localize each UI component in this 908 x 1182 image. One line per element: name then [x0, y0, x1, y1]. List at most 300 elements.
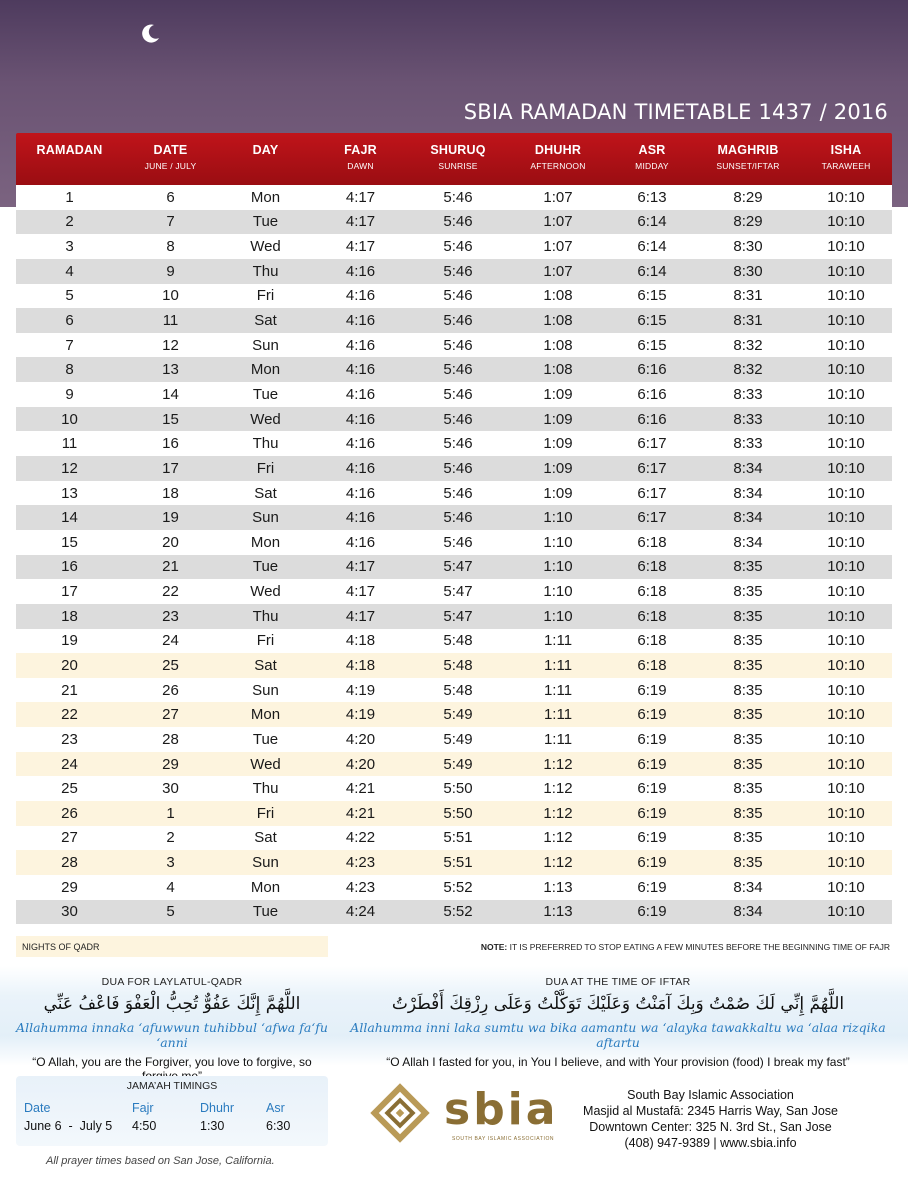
cell-shuruq: 5:49 [443, 730, 473, 748]
cell-date: 19 [162, 509, 179, 527]
cell-day: Mon [250, 533, 281, 551]
cell-date: 24 [162, 632, 179, 650]
cell-date: 16 [162, 435, 179, 453]
cell-ramadan-day: 13 [61, 484, 78, 502]
cell-isha: 10:10 [827, 385, 865, 403]
cell-dhuhr: 1:07 [543, 262, 573, 280]
cell-ramadan-day: 20 [61, 656, 78, 674]
cell-ramadan-day: 12 [61, 459, 78, 477]
cell-ramadan-day: 6 [65, 312, 74, 330]
address-block [583, 1087, 838, 1151]
cell-isha: 10:10 [827, 188, 865, 206]
cell-fajr: 4:16 [345, 459, 376, 477]
cell-date: 3 [166, 854, 175, 872]
cell-ramadan-day: 27 [61, 829, 78, 847]
cell-ramadan-day: 23 [61, 730, 78, 748]
cell-isha: 10:10 [827, 410, 865, 428]
column-header-maghrib: MAGHRIB SUNSET/IFTAR [716, 143, 780, 171]
cell-fajr: 4:18 [345, 632, 376, 650]
cell-ramadan-day: 2 [65, 213, 74, 231]
cell-asr: 6:19 [637, 903, 667, 921]
table-row [16, 801, 892, 826]
column-header-asr: ASR MIDDAY [635, 143, 669, 171]
table-row [16, 382, 892, 407]
cell-date: 30 [162, 780, 179, 798]
dua-iftar [340, 976, 896, 1069]
table-row [16, 604, 892, 629]
cell-ramadan-day: 8 [65, 361, 74, 379]
cell-dhuhr: 1:13 [543, 878, 573, 896]
cell-fajr: 4:16 [345, 410, 376, 428]
cell-isha: 10:10 [827, 755, 865, 773]
cell-ramadan-day: 30 [61, 903, 78, 921]
cell-isha: 10:10 [827, 632, 865, 650]
cell-fajr: 4:21 [345, 804, 376, 822]
cell-day: Sun [252, 854, 279, 872]
cell-day: Mon [250, 878, 281, 896]
cell-asr: 6:19 [637, 854, 667, 872]
cell-fajr: 4:22 [345, 829, 376, 847]
table-row [16, 284, 892, 309]
cell-maghrib: 8:35 [733, 804, 763, 822]
table-row [16, 308, 892, 333]
cell-maghrib: 8:35 [733, 632, 763, 650]
cell-shuruq: 5:51 [443, 854, 473, 872]
cell-ramadan-day: 15 [61, 533, 78, 551]
dua-english: “O Allah, you are the Forgiver, you love to forgive, so [32, 1055, 312, 1069]
cell-shuruq: 5:47 [443, 583, 473, 601]
cell-ramadan-day: 29 [61, 878, 78, 896]
table-row [16, 456, 892, 481]
cell-fajr: 4:16 [345, 336, 376, 354]
cell-date: 2 [166, 829, 175, 847]
cell-date: 18 [162, 484, 179, 502]
cell-maghrib: 8:35 [733, 607, 763, 625]
jamaah-label-asr: Asr [266, 1101, 285, 1115]
cell-maghrib: 8:35 [733, 829, 763, 847]
cell-date: 28 [162, 730, 179, 748]
cell-fajr: 4:24 [345, 903, 376, 921]
cell-asr: 6:18 [637, 607, 667, 625]
cell-date: 4 [166, 878, 175, 896]
cell-maghrib: 8:32 [733, 336, 763, 354]
cell-isha: 10:10 [827, 484, 865, 502]
cell-asr: 6:19 [637, 804, 667, 822]
cell-asr: 6:14 [637, 262, 667, 280]
cell-dhuhr: 1:09 [543, 484, 573, 502]
cell-asr: 6:14 [637, 238, 667, 256]
cell-maghrib: 8:34 [733, 484, 763, 502]
cell-shuruq: 5:47 [443, 558, 473, 576]
cell-isha: 10:10 [827, 730, 865, 748]
cell-dhuhr: 1:10 [543, 558, 573, 576]
cell-maghrib: 8:35 [733, 780, 763, 798]
cell-dhuhr: 1:07 [543, 238, 573, 256]
cell-isha: 10:10 [827, 903, 865, 921]
cell-fajr: 4:16 [345, 361, 376, 379]
dua-laylatul-qadr [16, 976, 328, 1083]
cell-shuruq: 5:52 [443, 878, 473, 896]
note-label: NOTE: [480, 942, 508, 952]
cell-isha: 10:10 [827, 829, 865, 847]
cell-dhuhr: 1:12 [543, 804, 573, 822]
cell-dhuhr: 1:13 [543, 903, 573, 921]
dua-english: “O Allah I fasted for you, in You I believe, and with Your provision (food) I break my fast” [386, 1055, 850, 1069]
cell-fajr: 4:16 [345, 262, 376, 280]
logo-wordmark: sbia [444, 1084, 559, 1135]
cell-asr: 6:13 [637, 188, 667, 206]
cell-day: Wed [250, 238, 281, 256]
column-header-shuruq: SHURUQ SUNRISE [430, 143, 486, 171]
cell-maghrib: 8:30 [733, 262, 763, 280]
cell-maghrib: 8:29 [733, 213, 763, 231]
dua-transliteration: Allahumma innaka ‘afuwwun tuhibbul ‘afwa fa‘fu ‘anni [16, 1020, 328, 1050]
crescent-moon-icon [140, 22, 162, 44]
dua-arabic: اللَّهُمَّ إِنِّي لَكَ صُمْتُ وَبِكَ آمَنْتُ وَعَلَيْكَ تَوَكَّلْتُ وَعَلَى رِزْقِكَ أَفْطَرْتُ [391, 994, 845, 1014]
jamaah-timings [16, 1076, 328, 1146]
cell-maghrib: 8:33 [733, 435, 763, 453]
cell-day: Fri [256, 632, 275, 650]
cell-ramadan-day: 19 [61, 632, 78, 650]
cell-fajr: 4:21 [345, 780, 376, 798]
cell-shuruq: 5:46 [443, 459, 473, 477]
cell-isha: 10:10 [827, 361, 865, 379]
cell-asr: 6:19 [637, 681, 667, 699]
cell-ramadan-day: 1 [65, 188, 74, 206]
cell-maghrib: 8:34 [733, 509, 763, 527]
cell-ramadan-day: 9 [65, 385, 74, 403]
cell-day: Sun [252, 509, 279, 527]
cell-day: Wed [250, 410, 281, 428]
cell-day: Wed [250, 755, 281, 773]
timetable [16, 133, 892, 924]
jamaah-heading: JAMA’AH TIMINGS [126, 1080, 218, 1092]
table-row [16, 357, 892, 382]
cell-asr: 6:18 [637, 656, 667, 674]
cell-fajr: 4:18 [345, 656, 376, 674]
cell-isha: 10:10 [827, 558, 865, 576]
cell-fajr: 4:17 [345, 583, 376, 601]
cell-date: 8 [166, 238, 175, 256]
cell-isha: 10:10 [827, 780, 865, 798]
cell-fajr: 4:17 [345, 238, 376, 256]
cell-ramadan-day: 10 [61, 410, 78, 428]
cell-shuruq: 5:46 [443, 484, 473, 502]
dua-heading: DUA FOR LAYLATUL-QADR [101, 976, 243, 988]
table-row [16, 579, 892, 604]
jamaah-value-fajr: 4:50 [132, 1119, 157, 1133]
cell-asr: 6:16 [637, 385, 667, 403]
cell-isha: 10:10 [827, 287, 865, 305]
cell-maghrib: 8:35 [733, 706, 763, 724]
cell-dhuhr: 1:12 [543, 780, 573, 798]
cell-fajr: 4:23 [345, 854, 376, 872]
cell-fajr: 4:17 [345, 558, 376, 576]
cell-maghrib: 8:35 [733, 656, 763, 674]
cell-dhuhr: 1:12 [543, 829, 573, 847]
cell-fajr: 4:16 [345, 533, 376, 551]
cell-dhuhr: 1:08 [543, 361, 573, 379]
cell-maghrib: 8:34 [733, 903, 763, 921]
table-row [16, 826, 892, 851]
cell-maghrib: 8:31 [733, 287, 763, 305]
cell-asr: 6:16 [637, 410, 667, 428]
cell-shuruq: 5:50 [443, 804, 473, 822]
dua-arabic: اللَّهُمَّ إِنَّكَ عَفُوٌّ تُحِبُّ الْعَفْوَ فَاعْفُ عَنِّي [43, 994, 301, 1014]
cell-asr: 6:18 [637, 533, 667, 551]
cell-dhuhr: 1:10 [543, 607, 573, 625]
cell-maghrib: 8:35 [733, 755, 763, 773]
cell-ramadan-day: 17 [61, 583, 78, 601]
cell-maghrib: 8:34 [733, 459, 763, 477]
cell-dhuhr: 1:10 [543, 583, 573, 601]
address-line: Downtown Center: 325 N. 3rd St., San Jose [589, 1120, 832, 1134]
cell-day: Thu [252, 262, 279, 280]
cell-asr: 6:14 [637, 213, 667, 231]
cell-fajr: 4:16 [345, 484, 376, 502]
table-row [16, 850, 892, 875]
cell-shuruq: 5:46 [443, 336, 473, 354]
cell-asr: 6:15 [637, 312, 667, 330]
cell-fajr: 4:19 [345, 681, 376, 699]
address-line: South Bay Islamic Association [627, 1088, 794, 1102]
location-note: All prayer times based on San Jose, California. [46, 1155, 275, 1167]
cell-dhuhr: 1:11 [543, 730, 573, 748]
table-row [16, 702, 892, 727]
jamaah-value-date: June 6 - July 5 [24, 1119, 113, 1133]
table-row [16, 776, 892, 801]
cell-dhuhr: 1:11 [543, 681, 573, 699]
table-row [16, 259, 892, 284]
table-row [16, 505, 892, 530]
cell-shuruq: 5:46 [443, 287, 473, 305]
cell-date: 21 [162, 558, 179, 576]
cell-date: 20 [162, 533, 179, 551]
cell-date: 9 [166, 262, 175, 280]
cell-maghrib: 8:29 [733, 188, 763, 206]
cell-day: Sat [254, 312, 277, 330]
cell-ramadan-day: 26 [61, 804, 78, 822]
cell-dhuhr: 1:09 [543, 435, 573, 453]
cell-isha: 10:10 [827, 878, 865, 896]
cell-ramadan-day: 3 [65, 238, 74, 256]
cell-date: 17 [162, 459, 179, 477]
jamaah-value-dhuhr: 1:30 [200, 1119, 225, 1133]
cell-maghrib: 8:35 [733, 854, 763, 872]
cell-ramadan-day: 24 [61, 755, 78, 773]
cell-day: Sat [254, 829, 277, 847]
cell-shuruq: 5:49 [443, 755, 473, 773]
table-row [16, 530, 892, 555]
cell-shuruq: 5:46 [443, 238, 473, 256]
cell-isha: 10:10 [827, 854, 865, 872]
cell-dhuhr: 1:09 [543, 385, 573, 403]
cell-isha: 10:10 [827, 336, 865, 354]
table-row [16, 234, 892, 259]
cell-dhuhr: 1:10 [543, 509, 573, 527]
column-header-ramadan: RAMADAN [36, 143, 103, 157]
fajr-note [481, 942, 890, 952]
cell-ramadan-day: 16 [61, 558, 78, 576]
jamaah-label-dhuhr: Dhuhr [200, 1101, 235, 1115]
cell-ramadan-day: 7 [65, 336, 74, 354]
note-text: IT IS PREFERRED TO STOP EATING A FEW MINUTES BEFORE THE BEGINNING TIME OF FAJR [509, 942, 890, 952]
cell-dhuhr: 1:11 [543, 632, 573, 650]
table-row [16, 678, 892, 703]
cell-shuruq: 5:46 [443, 509, 473, 527]
cell-isha: 10:10 [827, 509, 865, 527]
cell-dhuhr: 1:11 [543, 706, 573, 724]
cell-dhuhr: 1:07 [543, 188, 573, 206]
table-row [16, 875, 892, 900]
table-header [16, 133, 892, 185]
cell-ramadan-day: 21 [61, 681, 78, 699]
jamaah-label-date: Date [24, 1101, 51, 1115]
cell-maghrib: 8:35 [733, 558, 763, 576]
cell-asr: 6:18 [637, 583, 667, 601]
table-row [16, 653, 892, 678]
cell-shuruq: 5:46 [443, 435, 473, 453]
address-line: (408) 947-9389 | www.sbia.info [624, 1136, 797, 1150]
table-row [16, 481, 892, 506]
cell-asr: 6:19 [637, 780, 667, 798]
cell-date: 26 [162, 681, 179, 699]
cell-isha: 10:10 [827, 533, 865, 551]
cell-day: Fri [256, 804, 275, 822]
cell-shuruq: 5:47 [443, 607, 473, 625]
cell-asr: 6:16 [637, 361, 667, 379]
cell-shuruq: 5:52 [443, 903, 473, 921]
legend-label: NIGHTS OF QADR [22, 942, 100, 952]
cell-maghrib: 8:30 [733, 238, 763, 256]
cell-asr: 6:19 [637, 829, 667, 847]
table-row [16, 333, 892, 358]
cell-fajr: 4:17 [345, 213, 376, 231]
cell-fajr: 4:16 [345, 509, 376, 527]
cell-isha: 10:10 [827, 312, 865, 330]
cell-day: Thu [252, 607, 279, 625]
cell-day: Fri [256, 287, 275, 305]
cell-date: 29 [162, 755, 179, 773]
cell-fajr: 4:19 [345, 706, 376, 724]
cell-isha: 10:10 [827, 681, 865, 699]
cell-dhuhr: 1:08 [543, 312, 573, 330]
cell-day: Mon [250, 706, 281, 724]
cell-day: Tue [252, 558, 279, 576]
cell-asr: 6:19 [637, 755, 667, 773]
cell-shuruq: 5:46 [443, 213, 473, 231]
cell-fajr: 4:16 [345, 385, 376, 403]
cell-ramadan-day: 4 [65, 262, 74, 280]
cell-fajr: 4:23 [345, 878, 376, 896]
page-title: SBIA RAMADAN TIMETABLE 1437 / 2016 [463, 100, 888, 124]
cell-asr: 6:19 [637, 878, 667, 896]
cell-asr: 6:17 [637, 509, 667, 527]
cell-asr: 6:15 [637, 336, 667, 354]
cell-date: 12 [162, 336, 179, 354]
cell-fajr: 4:17 [345, 188, 376, 206]
cell-maghrib: 8:32 [733, 361, 763, 379]
cell-isha: 10:10 [827, 459, 865, 477]
cell-date: 5 [166, 903, 175, 921]
cell-day: Wed [250, 583, 281, 601]
cell-shuruq: 5:46 [443, 361, 473, 379]
cell-dhuhr: 1:11 [543, 656, 573, 674]
cell-shuruq: 5:50 [443, 780, 473, 798]
cell-asr: 6:17 [637, 459, 667, 477]
cell-isha: 10:10 [827, 706, 865, 724]
cell-ramadan-day: 22 [61, 706, 78, 724]
cell-isha: 10:10 [827, 583, 865, 601]
cell-maghrib: 8:34 [733, 533, 763, 551]
cell-fajr: 4:17 [345, 607, 376, 625]
cell-shuruq: 5:51 [443, 829, 473, 847]
table-row [16, 752, 892, 777]
cell-isha: 10:10 [827, 238, 865, 256]
cell-day: Mon [250, 361, 281, 379]
cell-dhuhr: 1:12 [543, 755, 573, 773]
cell-shuruq: 5:46 [443, 410, 473, 428]
cell-shuruq: 5:48 [443, 681, 473, 699]
cell-asr: 6:15 [637, 287, 667, 305]
cell-asr: 6:18 [637, 558, 667, 576]
cell-fajr: 4:20 [345, 730, 376, 748]
cell-day: Thu [252, 435, 279, 453]
jamaah-value-asr: 6:30 [266, 1119, 291, 1133]
cell-dhuhr: 1:12 [543, 854, 573, 872]
cell-isha: 10:10 [827, 213, 865, 231]
address-line: Masjid al Mustafā: 2345 Harris Way, San Jose [583, 1104, 838, 1118]
logo-tagline: SOUTH BAY ISLAMIC ASSOCIATION [452, 1136, 555, 1142]
cell-day: Tue [252, 385, 279, 403]
cell-asr: 6:17 [637, 435, 667, 453]
cell-ramadan-day: 25 [61, 780, 78, 798]
cell-day: Sat [254, 656, 277, 674]
cell-isha: 10:10 [827, 435, 865, 453]
cell-shuruq: 5:48 [443, 656, 473, 674]
cell-ramadan-day: 5 [65, 287, 74, 305]
cell-fajr: 4:16 [345, 312, 376, 330]
cell-asr: 6:19 [637, 706, 667, 724]
cell-ramadan-day: 14 [61, 509, 78, 527]
cell-maghrib: 8:33 [733, 385, 763, 403]
cell-fajr: 4:16 [345, 435, 376, 453]
cell-date: 1 [166, 804, 175, 822]
column-header-day: DAY [252, 143, 279, 157]
cell-date: 7 [166, 213, 175, 231]
cell-day: Tue [252, 730, 279, 748]
cell-dhuhr: 1:10 [543, 533, 573, 551]
jamaah-label-fajr: Fajr [132, 1101, 154, 1115]
cell-maghrib: 8:33 [733, 410, 763, 428]
cell-asr: 6:17 [637, 484, 667, 502]
cell-ramadan-day: 28 [61, 854, 78, 872]
cell-asr: 6:19 [637, 730, 667, 748]
cell-day: Fri [256, 459, 275, 477]
cell-date: 15 [162, 410, 179, 428]
cell-dhuhr: 1:08 [543, 287, 573, 305]
cell-isha: 10:10 [827, 607, 865, 625]
dua-heading: DUA AT THE TIME OF IFTAR [545, 976, 691, 988]
table-row [16, 185, 892, 210]
cell-date: 27 [162, 706, 179, 724]
cell-dhuhr: 1:09 [543, 410, 573, 428]
table-row [16, 555, 892, 580]
cell-day: Thu [252, 780, 279, 798]
cell-shuruq: 5:46 [443, 385, 473, 403]
cell-isha: 10:10 [827, 804, 865, 822]
cell-dhuhr: 1:09 [543, 459, 573, 477]
